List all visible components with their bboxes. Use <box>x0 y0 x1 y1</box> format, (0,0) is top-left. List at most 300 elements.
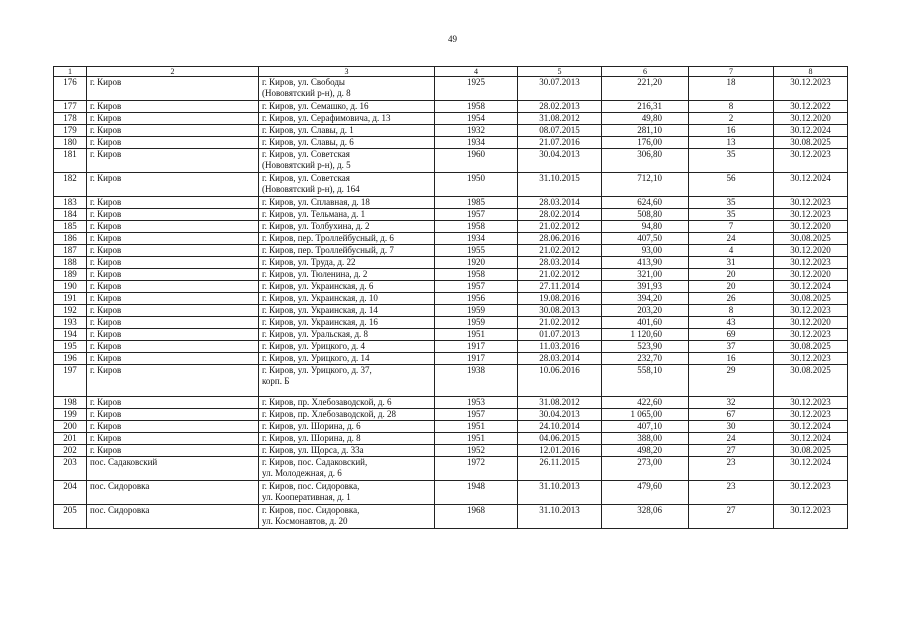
date-cell: 30.04.2013 <box>518 409 602 421</box>
table-row <box>54 433 848 445</box>
locality-cell: г. Киров <box>87 125 259 137</box>
table-row <box>54 233 848 245</box>
year-built-cell: 1959 <box>435 305 518 317</box>
row-number-cell: 178 <box>54 113 87 125</box>
table-row <box>54 353 848 365</box>
wear-cell: 69 <box>689 329 774 341</box>
year-built-cell: 1985 <box>435 197 518 209</box>
date-cell: 21.02.2012 <box>518 245 602 257</box>
deadline-cell: 30.12.2022 <box>774 101 848 113</box>
wear-cell: 43 <box>689 317 774 329</box>
address-cell <box>259 341 435 353</box>
date-cell: 31.10.2015 <box>518 173 602 197</box>
address-line: г. Киров, пр. Хлебозаводской, д. 28 <box>262 409 396 419</box>
table-row <box>54 245 848 257</box>
deadline-cell: 30.12.2023 <box>774 305 848 317</box>
address-cell <box>259 445 435 457</box>
wear-cell: 24 <box>689 233 774 245</box>
area-cell: 508,80 <box>602 209 689 221</box>
row-number-cell: 195 <box>54 341 87 353</box>
address-line: г. Киров, ул. Украинская, д. 6 <box>262 281 374 291</box>
address-cell <box>259 481 435 505</box>
wear-cell: 24 <box>689 433 774 445</box>
date-cell: 04.06.2015 <box>518 433 602 445</box>
address-line: г. Киров, ул. Урицкого, д. 4 <box>262 341 366 351</box>
address-cell <box>259 397 435 409</box>
address-cell <box>259 113 435 125</box>
address-line: г. Киров, пер. Троллейбусный, д. 7 <box>262 245 394 255</box>
address-cell <box>259 293 435 305</box>
locality-cell: г. Киров <box>87 329 259 341</box>
year-built-cell: 1972 <box>435 457 518 481</box>
locality-cell: г. Киров <box>87 257 259 269</box>
date-cell: 31.10.2013 <box>518 481 602 505</box>
deadline-cell: 30.12.2020 <box>774 269 848 281</box>
address-line: г. Киров, ул. Урицкого, д. 14 <box>262 353 370 363</box>
year-built-cell: 1968 <box>435 505 518 529</box>
wear-cell: 26 <box>689 293 774 305</box>
locality-cell: пос. Сидоровка <box>87 481 259 505</box>
address-cell <box>259 221 435 233</box>
year-built-cell: 1956 <box>435 293 518 305</box>
area-cell: 221,20 <box>602 77 689 101</box>
wear-cell: 20 <box>689 281 774 293</box>
year-built-cell: 1932 <box>435 125 518 137</box>
address-line: г. Киров, ул. Украинская, д. 14 <box>262 305 378 315</box>
address-line: г. Киров, ул. Славы, д. 1 <box>262 125 354 135</box>
locality-cell: г. Киров <box>87 409 259 421</box>
table-row <box>54 365 848 397</box>
table-row <box>54 137 848 149</box>
year-built-cell: 1951 <box>435 433 518 445</box>
year-built-cell: 1953 <box>435 397 518 409</box>
address-line: г. Киров, пос. Сидоровка, <box>262 481 360 491</box>
locality-cell: г. Киров <box>87 341 259 353</box>
address-cell <box>259 409 435 421</box>
address-cell <box>259 305 435 317</box>
table-row <box>54 409 848 421</box>
wear-cell: 23 <box>689 481 774 505</box>
year-built-cell: 1934 <box>435 137 518 149</box>
area-cell: 394,20 <box>602 293 689 305</box>
wear-cell: 8 <box>689 101 774 113</box>
locality-cell: г. Киров <box>87 137 259 149</box>
table-row <box>54 305 848 317</box>
address-cell <box>259 197 435 209</box>
row-number-cell: 181 <box>54 149 87 173</box>
row-number-cell: 176 <box>54 77 87 101</box>
address-cell <box>259 457 435 481</box>
row-number-cell: 194 <box>54 329 87 341</box>
wear-cell: 20 <box>689 269 774 281</box>
wear-cell: 30 <box>689 421 774 433</box>
address-cell <box>259 505 435 529</box>
table-row <box>54 257 848 269</box>
deadline-cell: 30.08.2025 <box>774 293 848 305</box>
date-cell: 31.08.2012 <box>518 397 602 409</box>
wear-cell: 37 <box>689 341 774 353</box>
address-line: г. Киров, ул. Труда, д. 22 <box>262 257 356 267</box>
deadline-cell: 30.12.2023 <box>774 257 848 269</box>
deadline-cell: 30.08.2025 <box>774 233 848 245</box>
address-cell <box>259 209 435 221</box>
address-cell <box>259 137 435 149</box>
column-header: 2 <box>87 67 259 77</box>
wear-cell: 67 <box>689 409 774 421</box>
deadline-cell: 30.12.2023 <box>774 353 848 365</box>
deadline-cell: 30.12.2024 <box>774 281 848 293</box>
address-cell <box>259 233 435 245</box>
locality-cell: пос. Сидоровка <box>87 505 259 529</box>
date-cell: 01.07.2013 <box>518 329 602 341</box>
year-built-cell: 1950 <box>435 173 518 197</box>
locality-cell: г. Киров <box>87 353 259 365</box>
date-cell: 30.04.2013 <box>518 149 602 173</box>
year-built-cell: 1958 <box>435 101 518 113</box>
area-cell: 306,80 <box>602 149 689 173</box>
year-built-cell: 1955 <box>435 245 518 257</box>
wear-cell: 16 <box>689 125 774 137</box>
wear-cell: 8 <box>689 305 774 317</box>
area-cell: 479,60 <box>602 481 689 505</box>
address-cell <box>259 257 435 269</box>
wear-cell: 32 <box>689 397 774 409</box>
row-number-cell: 196 <box>54 353 87 365</box>
locality-cell: г. Киров <box>87 77 259 101</box>
date-cell: 12.01.2016 <box>518 445 602 457</box>
locality-cell: г. Киров <box>87 445 259 457</box>
address-line: г. Киров, пос. Сидоровка, <box>262 505 360 515</box>
row-number-cell: 190 <box>54 281 87 293</box>
row-number-cell: 187 <box>54 245 87 257</box>
address-cell <box>259 269 435 281</box>
address-line: г. Киров, пр. Хлебозаводской, д. 6 <box>262 397 392 407</box>
deadline-cell: 30.12.2020 <box>774 245 848 257</box>
locality-cell: г. Киров <box>87 397 259 409</box>
deadline-cell: 30.12.2023 <box>774 197 848 209</box>
area-cell: 321,00 <box>602 269 689 281</box>
address-cell <box>259 149 435 173</box>
locality-cell: г. Киров <box>87 233 259 245</box>
area-cell: 49,80 <box>602 113 689 125</box>
locality-cell: г. Киров <box>87 305 259 317</box>
deadline-cell: 30.12.2023 <box>774 481 848 505</box>
wear-cell: 7 <box>689 221 774 233</box>
address-line: ул. Кооперативная, д. 1 <box>262 492 351 502</box>
locality-cell: пос. Садаковский <box>87 457 259 481</box>
table-row <box>54 113 848 125</box>
year-built-cell: 1925 <box>435 77 518 101</box>
wear-cell: 2 <box>689 113 774 125</box>
area-cell: 401,60 <box>602 317 689 329</box>
table-row <box>54 101 848 113</box>
table-row <box>54 281 848 293</box>
locality-cell: г. Киров <box>87 281 259 293</box>
locality-cell: г. Киров <box>87 197 259 209</box>
date-cell: 10.06.2016 <box>518 365 602 397</box>
year-built-cell: 1958 <box>435 221 518 233</box>
area-cell: 1 120,60 <box>602 329 689 341</box>
area-cell: 407,10 <box>602 421 689 433</box>
year-built-cell: 1938 <box>435 365 518 397</box>
deadline-cell: 30.08.2025 <box>774 137 848 149</box>
date-cell: 31.10.2013 <box>518 505 602 529</box>
date-cell: 28.02.2014 <box>518 209 602 221</box>
address-line: г. Киров, ул. Серафимовича, д. 13 <box>262 113 391 123</box>
table-row <box>54 77 848 101</box>
area-cell: 94,80 <box>602 221 689 233</box>
area-cell: 413,90 <box>602 257 689 269</box>
address-cell <box>259 101 435 113</box>
row-number-cell: 191 <box>54 293 87 305</box>
wear-cell: 29 <box>689 365 774 397</box>
row-number-cell: 184 <box>54 209 87 221</box>
date-cell: 21.02.2012 <box>518 221 602 233</box>
area-cell: 624,60 <box>602 197 689 209</box>
table-row <box>54 269 848 281</box>
address-line: г. Киров, ул. Шорина, д. 8 <box>262 433 361 443</box>
area-cell: 407,50 <box>602 233 689 245</box>
address-line: (Нововятский р-н), д. 164 <box>262 184 360 194</box>
locality-cell: г. Киров <box>87 365 259 397</box>
table-row <box>54 397 848 409</box>
deadline-cell: 30.12.2023 <box>774 409 848 421</box>
row-number-cell: 204 <box>54 481 87 505</box>
column-header: 8 <box>774 67 848 77</box>
column-number-row <box>54 67 848 77</box>
table-row <box>54 457 848 481</box>
row-number-cell: 180 <box>54 137 87 149</box>
page-number: 49 <box>448 34 457 44</box>
locality-cell: г. Киров <box>87 433 259 445</box>
wear-cell: 35 <box>689 197 774 209</box>
year-built-cell: 1917 <box>435 341 518 353</box>
wear-cell: 56 <box>689 173 774 197</box>
wear-cell: 27 <box>689 445 774 457</box>
row-number-cell: 183 <box>54 197 87 209</box>
locality-cell: г. Киров <box>87 173 259 197</box>
row-number-cell: 177 <box>54 101 87 113</box>
row-number-cell: 205 <box>54 505 87 529</box>
column-header: 7 <box>689 67 774 77</box>
column-header: 5 <box>518 67 602 77</box>
address-cell <box>259 77 435 101</box>
date-cell: 19.08.2016 <box>518 293 602 305</box>
row-number-cell: 201 <box>54 433 87 445</box>
date-cell: 31.08.2012 <box>518 113 602 125</box>
wear-cell: 13 <box>689 137 774 149</box>
deadline-cell: 30.12.2023 <box>774 149 848 173</box>
year-built-cell: 1951 <box>435 329 518 341</box>
deadline-cell: 30.12.2020 <box>774 317 848 329</box>
column-header: 4 <box>435 67 518 77</box>
address-line: (Нововятский р-н), д. 8 <box>262 88 351 98</box>
area-cell: 281,10 <box>602 125 689 137</box>
year-built-cell: 1917 <box>435 353 518 365</box>
wear-cell: 16 <box>689 353 774 365</box>
row-number-cell: 186 <box>54 233 87 245</box>
address-cell <box>259 329 435 341</box>
date-cell: 27.11.2014 <box>518 281 602 293</box>
address-line: г. Киров, ул. Свободы <box>262 77 345 87</box>
address-line: г. Киров, ул. Тельмана, д. 1 <box>262 209 366 219</box>
date-cell: 21.02.2012 <box>518 269 602 281</box>
column-header: 1 <box>54 67 87 77</box>
address-line: корп. Б <box>262 376 290 386</box>
address-line: г. Киров, ул. Тюленина, д. 2 <box>262 269 368 279</box>
locality-cell: г. Киров <box>87 113 259 125</box>
deadline-cell: 30.12.2024 <box>774 125 848 137</box>
date-cell: 21.02.2012 <box>518 317 602 329</box>
table-row <box>54 173 848 197</box>
address-line: г. Киров, пер. Троллейбусный, д. 6 <box>262 233 394 243</box>
area-cell: 203,20 <box>602 305 689 317</box>
table-row <box>54 293 848 305</box>
address-line: г. Киров, ул. Советская <box>262 173 350 183</box>
date-cell: 28.03.2014 <box>518 353 602 365</box>
date-cell: 28.06.2016 <box>518 233 602 245</box>
row-number-cell: 193 <box>54 317 87 329</box>
date-cell: 26.11.2015 <box>518 457 602 481</box>
deadline-cell: 30.12.2020 <box>774 221 848 233</box>
area-cell: 558,10 <box>602 365 689 397</box>
date-cell: 30.07.2013 <box>518 77 602 101</box>
area-cell: 391,93 <box>602 281 689 293</box>
address-line: г. Киров, ул. Украинская, д. 16 <box>262 317 378 327</box>
locality-cell: г. Киров <box>87 209 259 221</box>
date-cell: 28.03.2014 <box>518 257 602 269</box>
row-number-cell: 185 <box>54 221 87 233</box>
address-line: г. Киров, ул. Щорса, д. 33а <box>262 445 364 455</box>
wear-cell: 35 <box>689 149 774 173</box>
row-number-cell: 202 <box>54 445 87 457</box>
area-cell: 176,00 <box>602 137 689 149</box>
row-number-cell: 182 <box>54 173 87 197</box>
row-number-cell: 188 <box>54 257 87 269</box>
locality-cell: г. Киров <box>87 221 259 233</box>
table-row <box>54 445 848 457</box>
deadline-cell: 30.12.2024 <box>774 173 848 197</box>
address-line: г. Киров, ул. Шорина, д. 6 <box>262 421 361 431</box>
wear-cell: 27 <box>689 505 774 529</box>
address-cell <box>259 245 435 257</box>
wear-cell: 18 <box>689 77 774 101</box>
row-number-cell: 189 <box>54 269 87 281</box>
table-row <box>54 197 848 209</box>
locality-cell: г. Киров <box>87 293 259 305</box>
deadline-cell: 30.12.2023 <box>774 397 848 409</box>
table-row <box>54 505 848 529</box>
year-built-cell: 1952 <box>435 445 518 457</box>
table-row <box>54 317 848 329</box>
table-row <box>54 341 848 353</box>
date-cell: 30.08.2013 <box>518 305 602 317</box>
address-line: г. Киров, пос. Садаковский, <box>262 457 368 467</box>
column-header: 6 <box>602 67 689 77</box>
area-cell: 216,31 <box>602 101 689 113</box>
register-table <box>53 66 848 529</box>
table-row <box>54 329 848 341</box>
area-cell: 388,00 <box>602 433 689 445</box>
row-number-cell: 198 <box>54 397 87 409</box>
date-cell: 28.03.2014 <box>518 197 602 209</box>
deadline-cell: 30.12.2024 <box>774 421 848 433</box>
row-number-cell: 199 <box>54 409 87 421</box>
year-built-cell: 1951 <box>435 421 518 433</box>
deadline-cell: 30.08.2025 <box>774 341 848 353</box>
deadline-cell: 30.12.2023 <box>774 505 848 529</box>
area-cell: 422,60 <box>602 397 689 409</box>
row-number-cell: 179 <box>54 125 87 137</box>
deadline-cell: 30.08.2025 <box>774 365 848 397</box>
address-line: ул. Молодежная, д. 6 <box>262 468 342 478</box>
address-line: г. Киров, ул. Семашко, д. 16 <box>262 101 369 111</box>
year-built-cell: 1958 <box>435 269 518 281</box>
deadline-cell: 30.12.2023 <box>774 209 848 221</box>
area-cell: 328,06 <box>602 505 689 529</box>
table-row <box>54 149 848 173</box>
address-cell <box>259 173 435 197</box>
address-cell <box>259 281 435 293</box>
address-line: г. Киров, ул. Урицкого, д. 37, <box>262 365 372 375</box>
area-cell: 523,90 <box>602 341 689 353</box>
address-line: г. Киров, ул. Уральская, д. 8 <box>262 329 369 339</box>
locality-cell: г. Киров <box>87 149 259 173</box>
wear-cell: 23 <box>689 457 774 481</box>
year-built-cell: 1934 <box>435 233 518 245</box>
deadline-cell: 30.12.2023 <box>774 77 848 101</box>
date-cell: 11.03.2016 <box>518 341 602 353</box>
year-built-cell: 1957 <box>435 409 518 421</box>
year-built-cell: 1957 <box>435 281 518 293</box>
address-line: г. Киров, ул. Украинская, д. 10 <box>262 293 378 303</box>
area-cell: 93,00 <box>602 245 689 257</box>
year-built-cell: 1959 <box>435 317 518 329</box>
table-row <box>54 481 848 505</box>
date-cell: 28.02.2013 <box>518 101 602 113</box>
address-cell <box>259 353 435 365</box>
address-line: г. Киров, ул. Сплавная, д. 18 <box>262 197 370 207</box>
address-cell <box>259 433 435 445</box>
locality-cell: г. Киров <box>87 101 259 113</box>
row-number-cell: 200 <box>54 421 87 433</box>
deadline-cell: 30.12.2023 <box>774 329 848 341</box>
row-number-cell: 197 <box>54 365 87 397</box>
year-built-cell: 1957 <box>435 209 518 221</box>
locality-cell: г. Киров <box>87 421 259 433</box>
address-cell <box>259 421 435 433</box>
deadline-cell: 30.12.2020 <box>774 113 848 125</box>
address-line: г. Киров, ул. Толбухина, д. 2 <box>262 221 370 231</box>
row-number-cell: 203 <box>54 457 87 481</box>
locality-cell: г. Киров <box>87 317 259 329</box>
area-cell: 1 065,00 <box>602 409 689 421</box>
wear-cell: 35 <box>689 209 774 221</box>
address-line: г. Киров, ул. Советская <box>262 149 350 159</box>
date-cell: 08.07.2015 <box>518 125 602 137</box>
date-cell: 21.07.2016 <box>518 137 602 149</box>
area-cell: 232,70 <box>602 353 689 365</box>
row-number-cell: 192 <box>54 305 87 317</box>
year-built-cell: 1948 <box>435 481 518 505</box>
deadline-cell: 30.12.2024 <box>774 457 848 481</box>
column-header: 3 <box>259 67 435 77</box>
deadline-cell: 30.08.2025 <box>774 445 848 457</box>
address-cell <box>259 317 435 329</box>
table-row <box>54 221 848 233</box>
address-line: ул. Космонавтов, д. 20 <box>262 516 348 526</box>
area-cell: 273,00 <box>602 457 689 481</box>
